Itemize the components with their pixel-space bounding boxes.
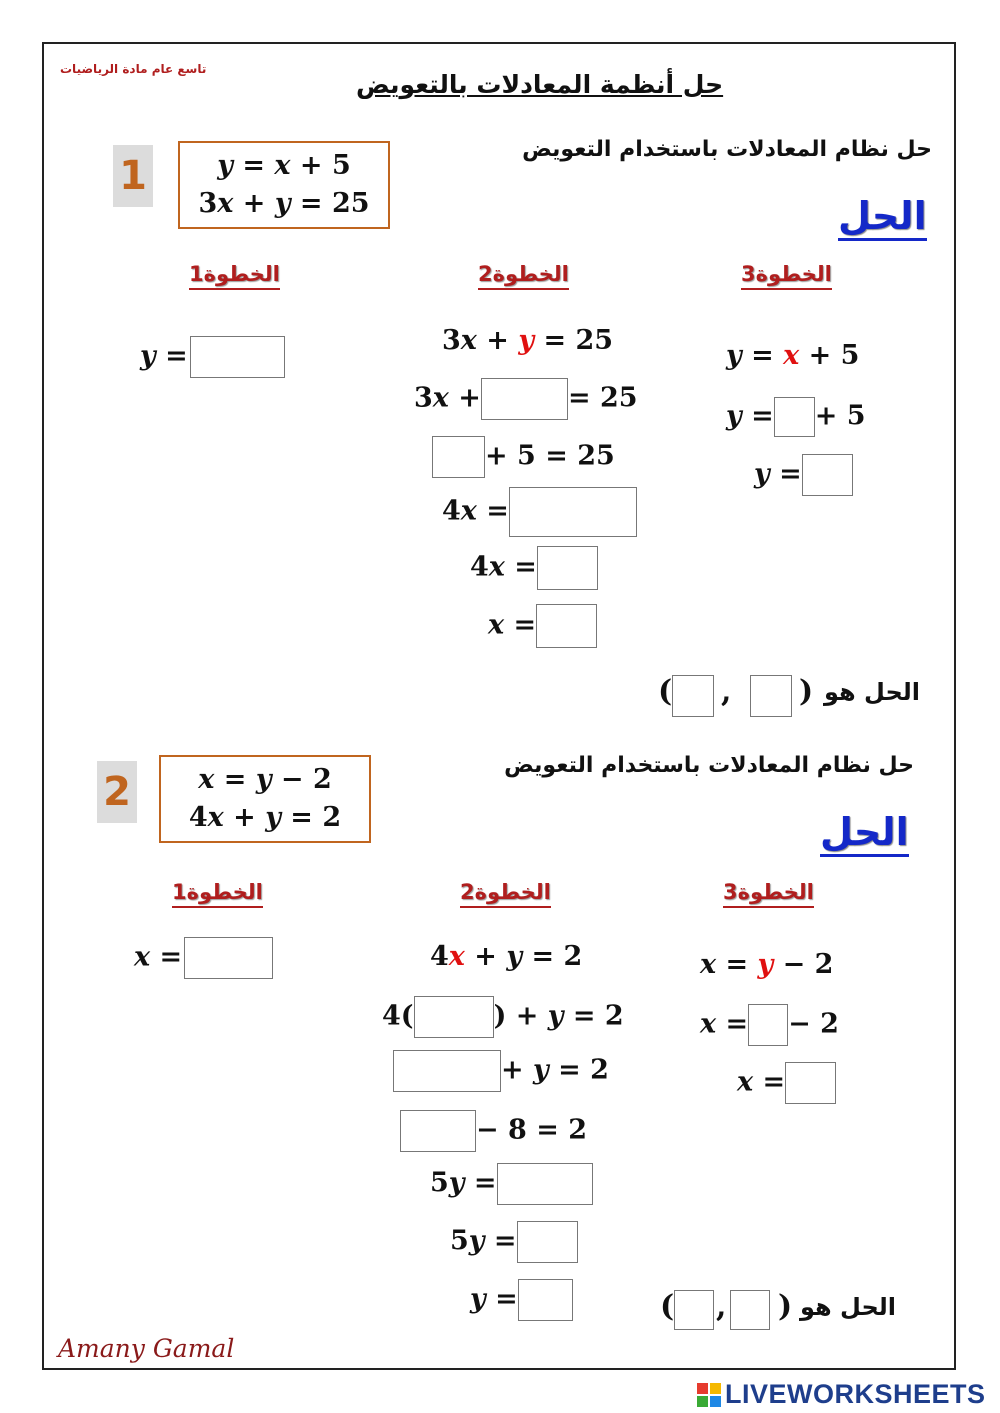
problem-number-2: 2 (97, 761, 137, 823)
liveworksheets-logo-icon (697, 1383, 721, 1407)
p1-x-box[interactable] (536, 604, 597, 648)
p1-x-term-box[interactable] (432, 436, 485, 478)
p1-step2-line6: x = (488, 604, 597, 648)
p2-step3-x-box[interactable] (785, 1062, 836, 1104)
p2-step2-line3: + y = 2 (393, 1050, 609, 1092)
p1-step3-line1: y = x + 5 (726, 340, 860, 371)
p2-step1-line: x = (134, 937, 273, 979)
p1-y-answer-box[interactable] (190, 336, 285, 378)
p1-answer-row (658, 672, 923, 718)
author-signature: Amany Gamal (58, 1334, 235, 1363)
system-box-1 (178, 141, 390, 229)
p2-paren-right: ) (778, 1289, 793, 1324)
p2-step2-line1: 4x + y = 2 (430, 941, 583, 972)
p2-answer-row (660, 1287, 900, 1333)
p2-x-answer-box[interactable] (184, 937, 273, 979)
p1-step3-sub-box[interactable] (774, 397, 815, 437)
p1-step3-line3: y = (754, 454, 853, 496)
p2-step3-sub-box[interactable] (748, 1004, 788, 1046)
instruction-1: حل نظام المعادلات باستخدام التعويض (522, 137, 932, 162)
p2-answer-x-box[interactable] (674, 1290, 714, 1330)
p1-step2-line3: + 5 = 25 (432, 436, 615, 478)
p2-step2-line6: 5y = (450, 1221, 578, 1263)
p1-paren-left: ( (658, 674, 673, 709)
system1-eq1: y = x + 5 (217, 150, 351, 181)
step1-label-1: الخطوة1 (189, 262, 280, 290)
p2-paren-left: ( (660, 1289, 675, 1324)
p1-step3-y-box[interactable] (802, 454, 853, 496)
p2-comma: , (716, 1289, 727, 1324)
p2-answer-label: الحل هو (800, 1293, 896, 1321)
p2-answer-y-box[interactable] (730, 1290, 770, 1330)
p1-4x-box-a[interactable] (509, 487, 637, 537)
instruction-2: حل نظام المعادلات باستخدام التعويض (504, 753, 914, 778)
p2-step3-line2: x = − 2 (700, 1004, 839, 1046)
p2-step3-line3: x = (737, 1062, 836, 1104)
step2-label-1: الخطوة2 (478, 262, 569, 290)
liveworksheets-logo-text: LIVEWORKSHEETS (725, 1379, 986, 1409)
p1-step2-line4: 4x = (442, 487, 637, 537)
p1-answer-label: الحل هو (824, 678, 920, 706)
p1-step1-line: y = (140, 336, 285, 378)
p2-y-term-box[interactable] (400, 1110, 476, 1152)
p2-step2-line2: 4( ) + y = 2 (382, 996, 624, 1038)
page-title: حل أنظمة المعادلات بالتعويض (356, 70, 724, 99)
p1-paren-right: ) (799, 674, 814, 709)
system2-eq2: 4x + y = 2 (188, 802, 342, 833)
p2-sub-box[interactable] (414, 996, 494, 1038)
p1-answer-x-box[interactable] (672, 675, 714, 717)
solution-heading-1: الحل (838, 194, 927, 241)
p1-answer-y-box[interactable] (750, 675, 792, 717)
system-box-2 (159, 755, 371, 843)
p2-5y-box-a[interactable] (497, 1163, 593, 1205)
step2-label-2: الخطوة2 (460, 880, 551, 908)
p1-step2-line5: 4x = (470, 546, 598, 590)
p2-step2-line5: 5y = (430, 1163, 593, 1205)
step3-label-2: الخطوة3 (723, 880, 814, 908)
step1-label-2: الخطوة1 (172, 880, 263, 908)
system2-eq1: x = y − 2 (198, 764, 332, 795)
p2-expand-box[interactable] (393, 1050, 501, 1092)
system1-eq2: 3x + y = 25 (198, 188, 370, 219)
p2-y-box[interactable] (518, 1279, 573, 1321)
p2-5y-box-b[interactable] (517, 1221, 578, 1263)
p1-4x-box-b[interactable] (537, 546, 598, 590)
p1-sub-box[interactable] (481, 378, 568, 420)
p2-step2-line4: − 8 = 2 (400, 1110, 587, 1152)
p2-step2-line7: y = (470, 1279, 573, 1321)
corner-note: تاسع عام مادة الرياضيات (60, 62, 207, 76)
problem-number-1: 1 (113, 145, 153, 207)
solution-heading-2: الحل (820, 810, 909, 857)
p1-step3-line2: y = + 5 (726, 397, 866, 437)
p1-step2-line2: 3x + = 25 (414, 378, 638, 420)
p1-step2-line1: 3x + y = 25 (442, 325, 614, 356)
p2-step3-line1: x = y − 2 (700, 949, 834, 980)
p1-comma: , (721, 674, 732, 709)
step3-label-1: الخطوة3 (741, 262, 832, 290)
